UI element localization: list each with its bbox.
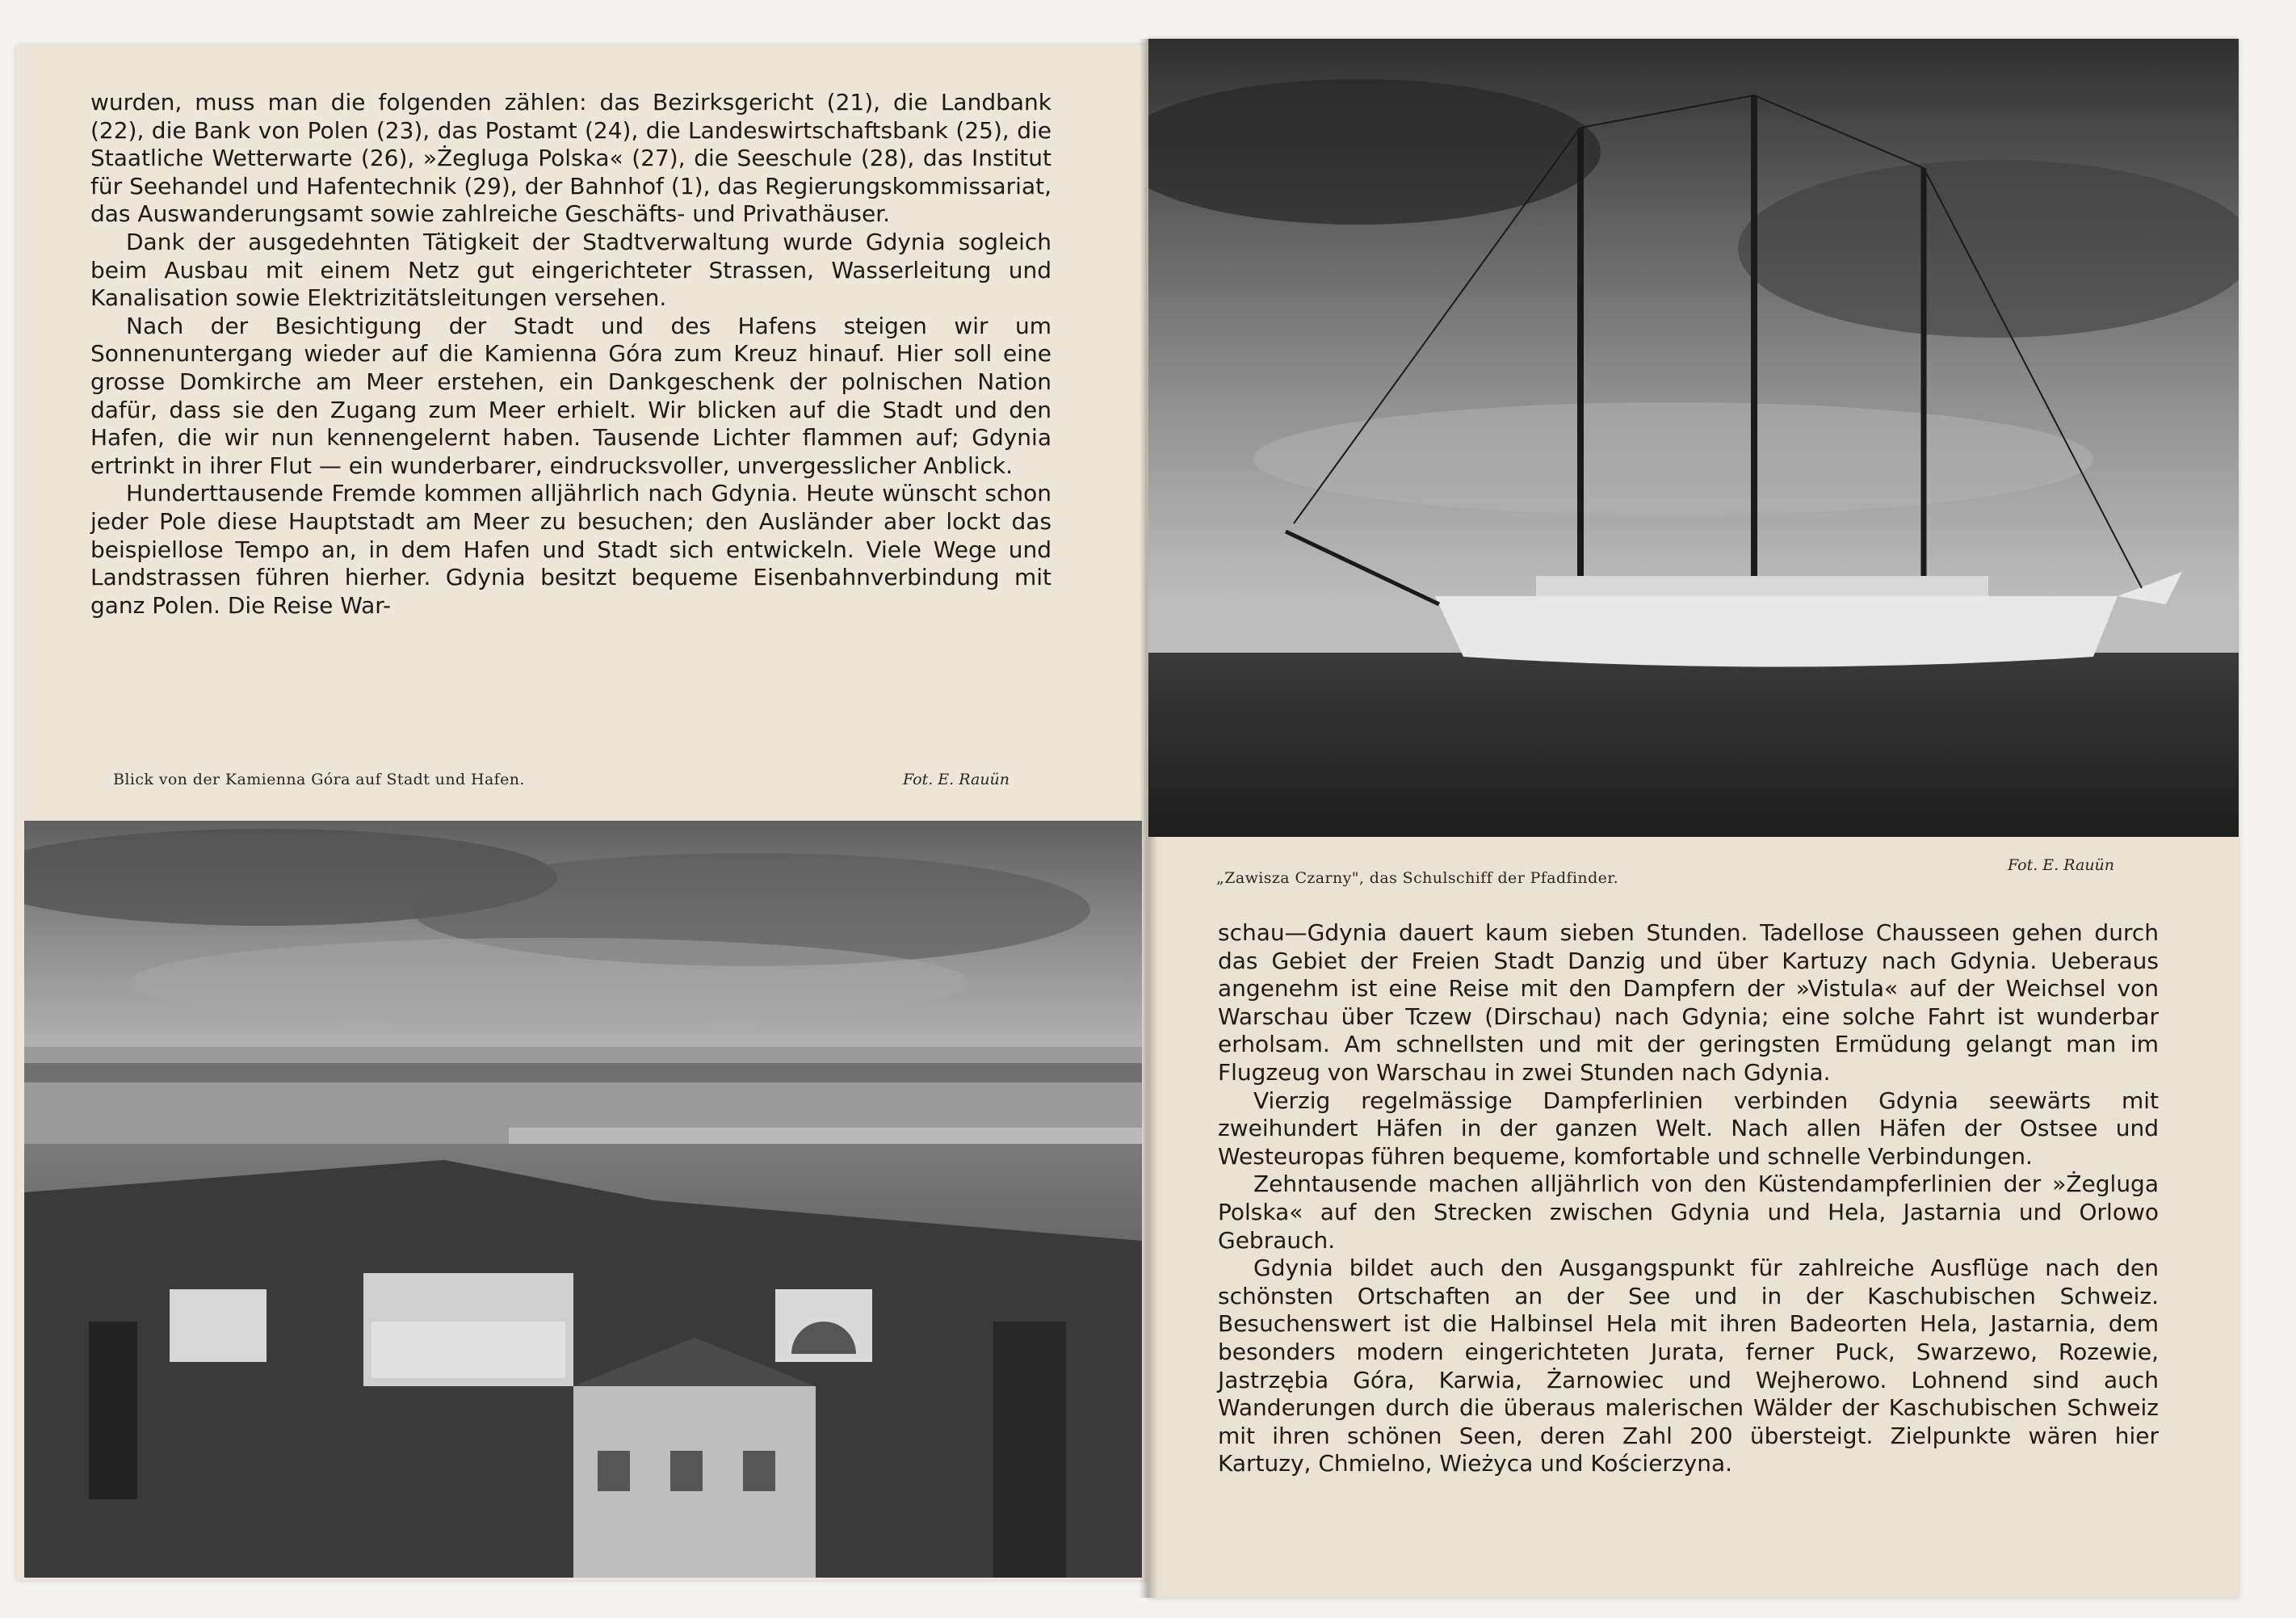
right-page-text bbox=[1218, 919, 2159, 1478]
ship-photo-credit: Fot. E. Rauün bbox=[2008, 856, 2115, 874]
paragraph: schau—Gdynia dauert kaum sieben Stunden. Tadellose Chausseen gehen durch das Gebiet der Freien Stadt Danzig und über Kartuzy nach Gdynia. Ueberaus angenehm ist eine Reise mit den Dampfern der »Vistula« auf der Weichsel von Warschau über Tczew (Dirschau) nach Gdynia; eine solche Fahrt ist wunderbar erholsam. Am schnellsten und mit der geringsten Ermüdung gelangt man im Flugzeug von Warschau in zwei Stunden nach Gdynia. bbox=[1218, 919, 2159, 1086]
paragraph: Zehntausende machen alljährlich von den Küstendampferlinien der »Żegluga Polska« auf den Strecken zwischen Gdynia und Hela, Jastarnia und Orlowo Gebrauch. bbox=[1218, 1170, 2159, 1254]
city-harbor-photo bbox=[24, 821, 1142, 1578]
paragraph: Hunderttausende Fremde kommen alljährlich nach Gdynia. Heute wünscht schon jeder Pole diese Hauptstadt am Meer zu besuchen; den Ausländer aber lockt das beispiellose Tempo an, in dem Hafen und Stadt sich entwickeln. Viele Wege und Landstrassen führen hierher. Gdynia besitzt bequeme Eisenbahnverbindung mit ganz Polen. Die Reise War- bbox=[90, 480, 1051, 619]
paragraph: Vierzig regelmässige Dampferlinien verbinden Gdynia seewärts mit zweihundert Häfen in der ganzen Welt. Nach allen Häfen der Ostsee und Westeuropas führen bequeme, komfortable und schnelle Verbindungen. bbox=[1218, 1086, 2159, 1170]
paragraph: Nach der Besichtigung der Stadt und des Hafens steigen wir um Sonnenuntergang wieder auf die Kamienna Góra zum Kreuz hinauf. Hier soll eine grosse Domkirche am Meer erstehen, ein Dankgeschenk der polnischen Nation dafür, dass sie den Zugang zum Meer erhielt. Wir blicken auf die Stadt und den Hafen, die wir nun kennengelernt haben. Tausende Lichter flammen auf; Gdynia ertrinkt in ihrer Flut — ein wunderbarer, eindrucksvoller, unvergesslicher Anblick. bbox=[90, 312, 1051, 479]
ship-photo bbox=[1148, 39, 2239, 837]
ship-photo-caption: „Zawisza Czarny", das Schulschiff der Pfadfinder. bbox=[1216, 869, 1619, 887]
left-page-text bbox=[90, 89, 1051, 620]
city-photo-credit: Fot. E. Rauün bbox=[903, 771, 1010, 788]
paragraph: wurden, muss man die folgenden zählen: das Bezirksgericht (21), die Landbank (22), die Bank von Polen (23), das Postamt (24), die Landeswirtschaftsbank (25), die Staatliche Wetterwarte (26), »Żegluga Polska« (27), die Seeschule (28), das Institut für Seehandel und Hafentechnik (29), der Bahnhof (1), das Regierungskommissariat, das Auswanderungsamt sowie zahlreiche Geschäfts- und Privathäuser. bbox=[90, 89, 1051, 228]
ship-photo-image bbox=[1148, 39, 2239, 837]
city-photo-caption: Blick von der Kamienna Góra auf Stadt und Hafen. bbox=[113, 771, 525, 788]
paragraph: Dank der ausgedehnten Tätigkeit der Stadtverwaltung wurde Gdynia sogleich beim Ausbau mit einem Netz gut eingerichteter Strassen, Wasserleitung und Kanalisation sowie Elektrizitätsleitungen versehen. bbox=[90, 228, 1051, 312]
paragraph: Gdynia bildet auch den Ausgangspunkt für zahlreiche Ausflüge nach den schönsten Ortschaften an der See und in der Kaschubischen Schweiz. Besuchenswert ist die Halbinsel Hela mit ihren Badeorten Hela, Jastarnia, dem besonders modern eingerichteten Jurata, ferner Puck, Swarzewo, Rozewie, Jastrzębia Góra, Karwia, Żarnowiec und Wejherowo. Lohnend sind auch Wanderungen durch die überaus malerischen Wälder der Kaschubischen Schweiz mit ihren schönen Seen, deren Zahl 200 übersteigt. Zielpunkte wären hier Kartuzy, Chmielno, Wieżyca und Kościerzyna. bbox=[1218, 1254, 2159, 1477]
city-harbor-photo-image bbox=[24, 821, 1142, 1578]
